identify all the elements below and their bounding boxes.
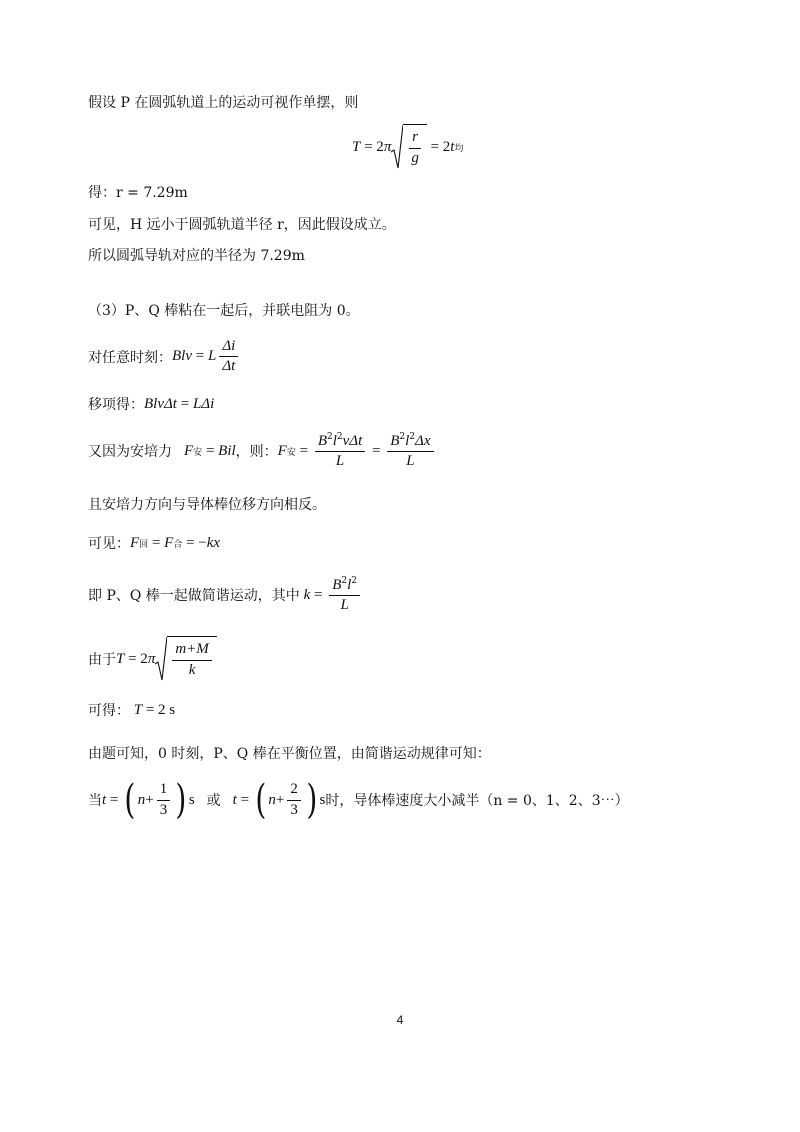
text-line-radius-result: 得：r = 7.29m [88,185,188,201]
text-line-force-direction: 且安培力方向与导体棒位移方向相反。 [88,497,326,513]
equation-period: T = 2 π $\frac{r}{g}$ = 2 t 均 [352,124,463,170]
equation-period-result: 可得： T = 2 s [88,701,176,719]
equation-shm-period: 由于 T = 2 π $\frac{m+M}{k}$ [88,636,217,682]
sqrt-symbol: $\frac{r}{g}$ [391,124,427,170]
text-line-assumption-valid: 可见，H 远小于圆弧轨道半径 r，因此假设成立。 [88,217,396,233]
equation-rearranged: 移项得： BlvΔt = LΔi [88,395,215,413]
text-line-equilibrium: 由题可知，0 时刻，P、Q 棒在平衡位置，由简谐运动规律可知： [88,746,491,762]
equation-emf: 对任意时刻： Blv = L $\frac{\Delta i}{\Delta t}$ [88,338,241,376]
sqrt-symbol: $\frac{m+M}{k}$ [155,636,216,682]
text-line-pendulum-assumption [88,92,358,112]
text: 假设 P 在圆弧轨道上的运动可视作单摆，则 [88,95,359,111]
equation-k-definition: 即 P、Q 棒一起做简谐运动，其中 k = $\frac{B^2l^2}{L}$ [88,576,363,615]
equation-half-speed-times: 当 t = ( n + $\frac{1}{3}$ ) s 或 t = ( n + $\frac{2}{3}$ ) s 时，导体棒速度大小减半（n = 0、1、2、3⋯） [88,777,629,823]
equation-ampere-force: 又因为安培力 F 安 = Bil ，则： F 安 = $\frac{B^2l^2v\Delta t}{L}$ = $\frac{B^2l^2\Delta x}{L}$ [88,432,437,471]
text-line-part3-intro: （3）P、Q 棒粘在一起后，并联电阻为 0。 [88,303,360,319]
equation-restoring-force: 可见： F 回 = F 合 = − kx [88,534,221,552]
text-line-radius-conclusion: 所以圆弧导轨对应的半径为 7.29m [88,248,305,264]
page-number: 4 [396,1013,404,1027]
